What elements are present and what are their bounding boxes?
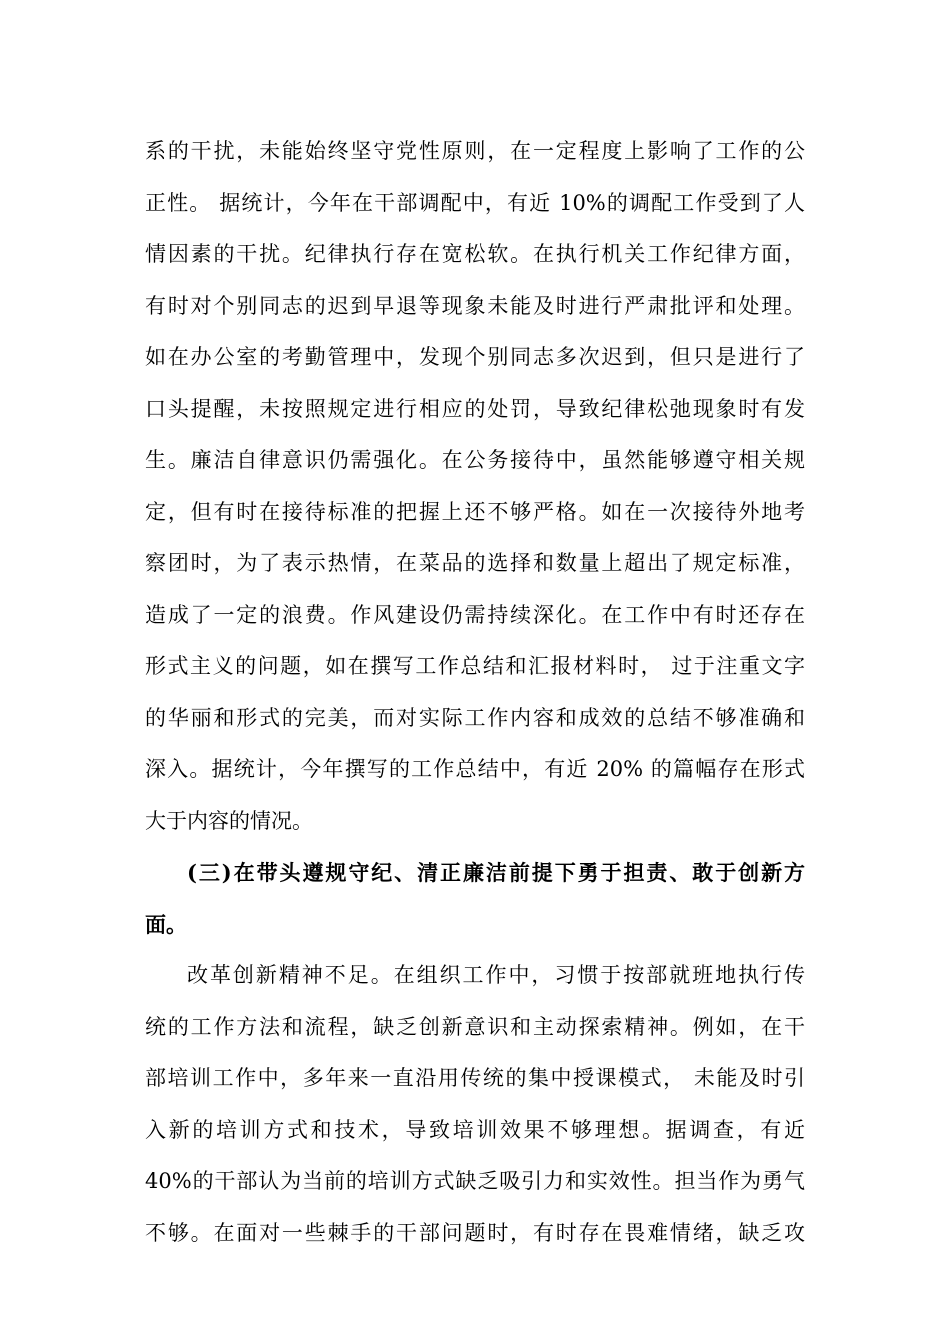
text-line-2: 正性。 据统计，今年在干部调配中，有近 10%的调配工作受到了人 — [145, 190, 805, 215]
text-line-5: 如在办公室的考勤管理中，发现个别同志多次迟到，但只是进行了 — [145, 345, 805, 369]
text-line-18: 统的工作方法和流程，缺乏创新意识和主动探索精神。例如，在干 — [145, 1014, 805, 1039]
text-line-1: 系的干扰，未能始终坚守党性原则，在一定程度上影响了工作的公 — [145, 139, 805, 163]
text-line-14: 大于内容的情况。 — [145, 808, 313, 833]
text-line-21: 40%的干部认为当前的培训方式缺乏吸引力和实效性。担当作为勇气 — [145, 1169, 805, 1193]
text-line-13: 深入。据统计，今年撰写的工作总结中，有近 20% 的篇幅存在形式 — [145, 757, 805, 781]
text-line-6: 口头提醒，未按照规定进行相应的处罚，导致纪律松弛现象时有发 — [145, 396, 805, 421]
text-line-9: 察团时，为了表示热情，在菜品的选择和数量上超出了规定标准， — [145, 551, 805, 575]
text-line-22: 不够。在面对一些棘手的干部问题时，有时存在畏难情绪，缺乏攻 — [145, 1220, 805, 1245]
text-line-20: 入新的培训方式和技术，导致培训效果不够理想。据调查，有近 — [145, 1117, 805, 1142]
section-heading-line-1: (三)在带头遵规守纪、清正廉洁前提下勇于担责、敢于创新方 — [187, 860, 805, 885]
text-line-3: 情因素的干扰。纪律执行存在宽松软。在执行机关工作纪律方面， — [145, 242, 805, 266]
text-line-19: 部培训工作中，多年来一直沿用传统的集中授课模式， 未能及时引 — [145, 1066, 805, 1090]
text-line-10: 造成了一定的浪费。作风建设仍需持续深化。在工作中有时还存在 — [145, 602, 805, 627]
body-text — [145, 126, 805, 1259]
section-heading-line-2: 面。 — [145, 911, 187, 937]
text-line-4: 有时对个别同志的迟到早退等现象未能及时进行严肃批评和处理。 — [145, 293, 805, 318]
text-line-7: 生。廉洁自律意识仍需强化。在公务接待中，虽然能够遵守相关规 — [145, 448, 805, 472]
text-line-11: 形式主义的问题，如在撰写工作总结和汇报材料时， 过于注重文字 — [145, 654, 805, 678]
text-line-8: 定，但有时在接待标准的把握上还不够严格。如在一次接待外地考 — [145, 499, 805, 524]
text-line-17: 改革创新精神不足。在组织工作中，习惯于按部就班地执行传 — [187, 963, 805, 987]
text-line-12: 的华丽和形式的完美，而对实际工作内容和成效的总结不够准确和 — [145, 705, 805, 730]
